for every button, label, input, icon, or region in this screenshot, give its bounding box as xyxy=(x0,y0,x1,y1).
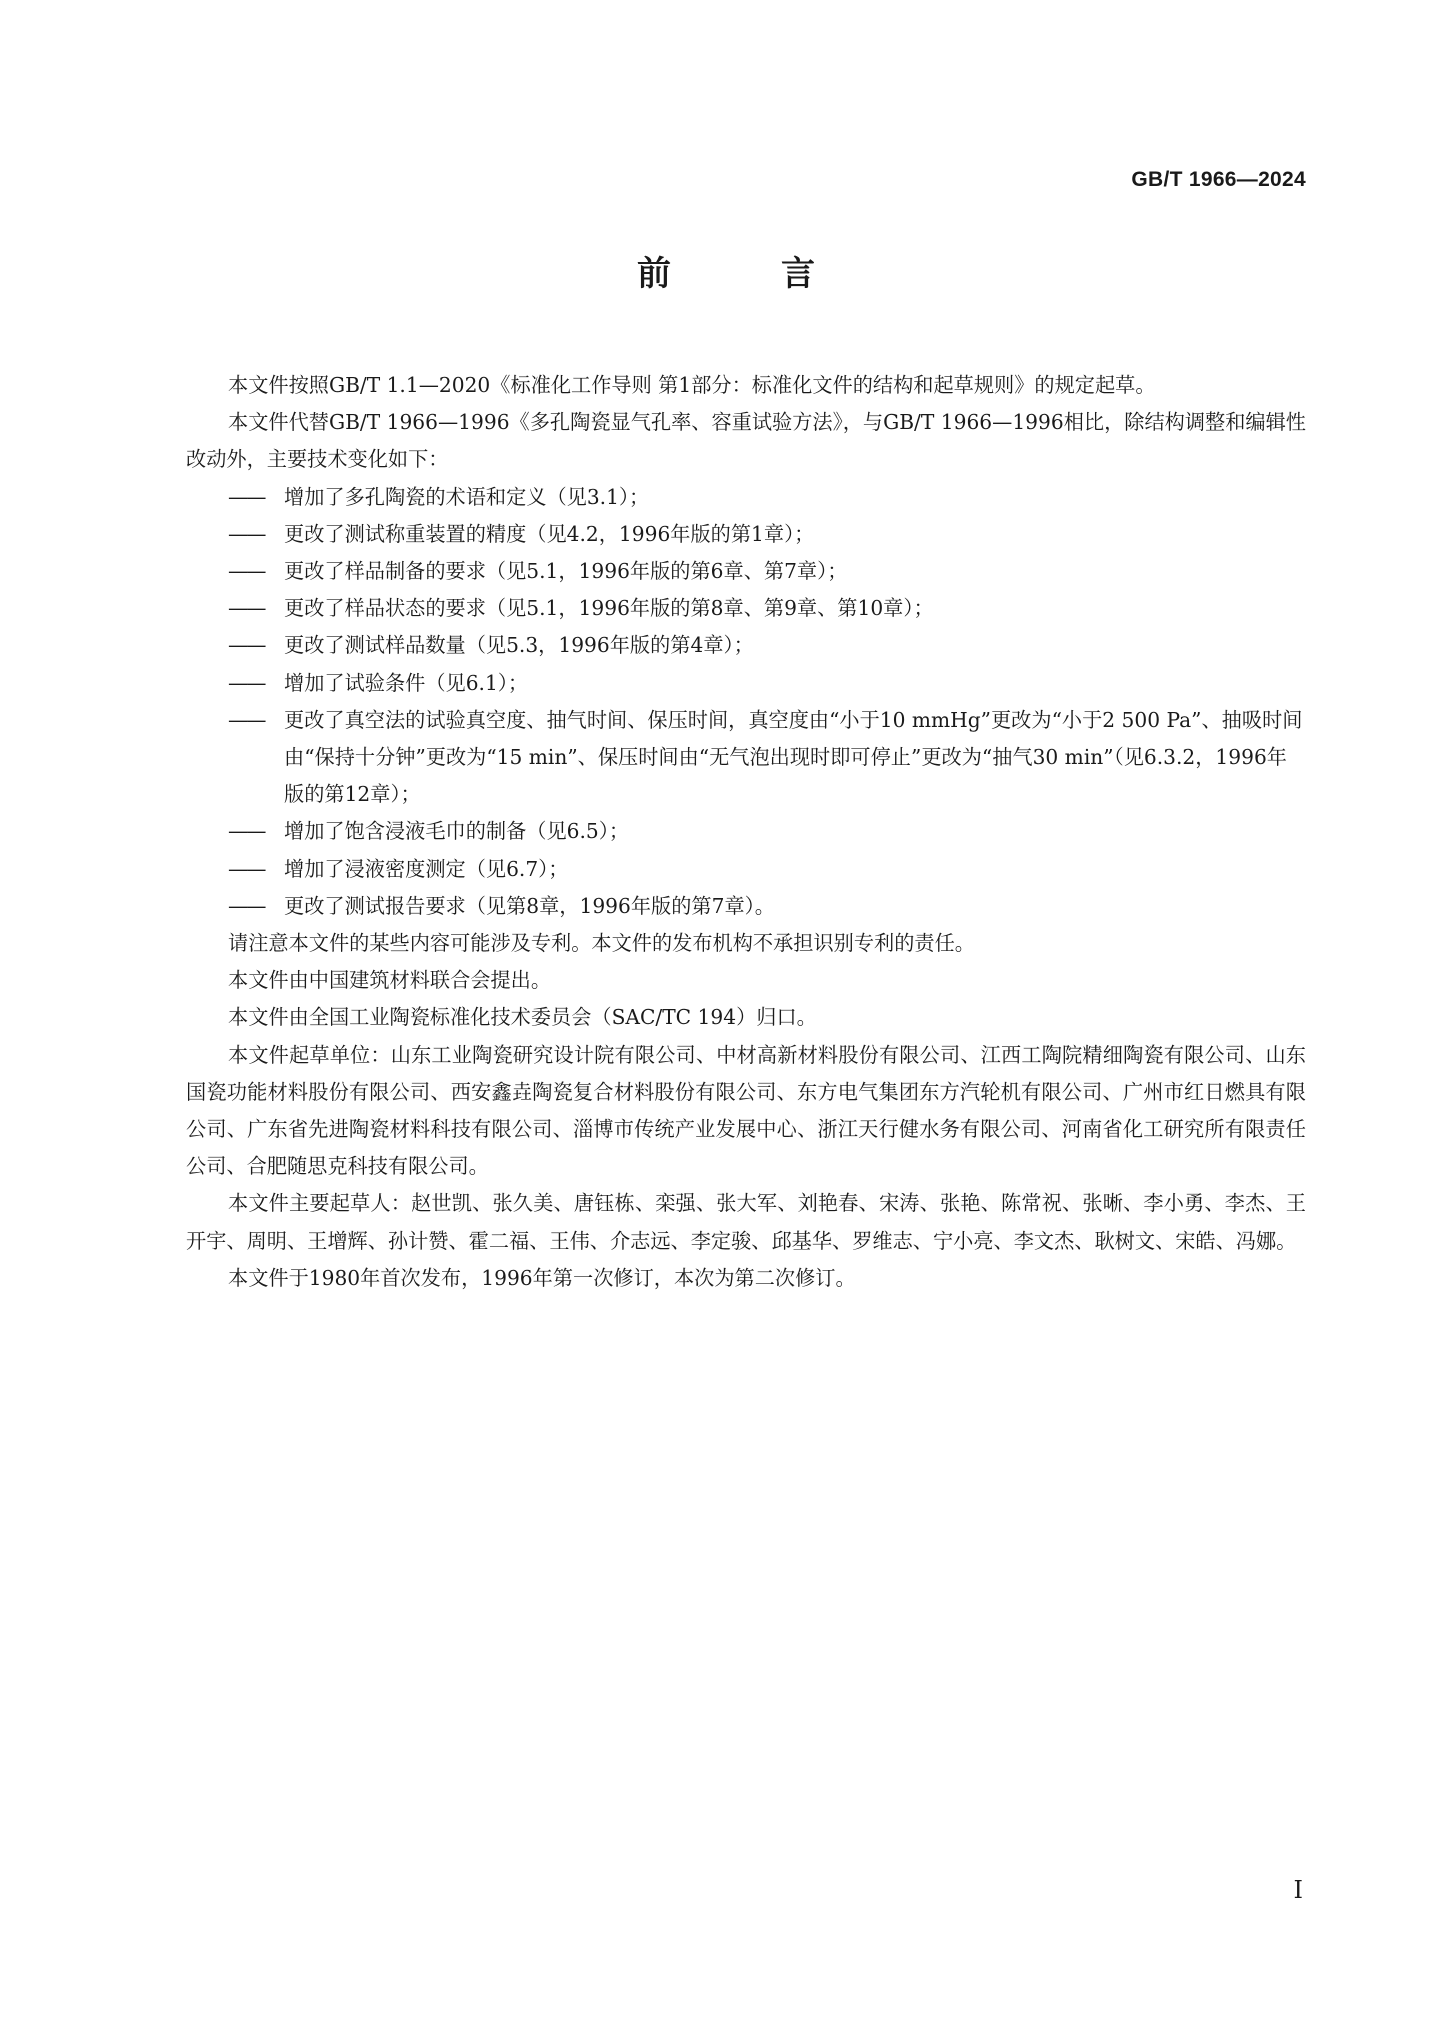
list-item xyxy=(228,479,1306,516)
list-item-text: 增加了试验条件（见6.1）； xyxy=(284,670,529,695)
paragraph-drafting-rules: 本文件按照GB/T 1.1—2020《标准化工作导则 第1部分：标准化文件的结构和起草规则》的规定起草。 xyxy=(228,373,1156,397)
page-number: I xyxy=(1293,1876,1303,1904)
paragraph-drafting-units: 本文件起草单位：山东工业陶瓷研究设计院有限公司、中材高新材料股份有限公司、江西工陶院精细陶瓷有限公司、山东国瓷功能材料股份有限公司、西安鑫垚陶瓷复合材料股份有限公司、东方电气集团东方汽轮机有限公司、广州市红日燃具有限公司、广东省先进陶瓷材料科技有限公司、淄博市传统产业发展中心、浙江天行健水务有限公司、河南省化工研究所有限责任公司、合肥随思克科技有限公司。 xyxy=(186,1042,1306,1179)
dash-marker: —— xyxy=(228,707,265,732)
paragraph-proposer: 本文件由中国建筑材料联合会提出。 xyxy=(228,968,552,993)
paragraph-replacement: 本文件代替GB/T 1966—1996《多孔陶瓷显气孔率、容重试验方法》，与GB/T 1966—1996相比，除结构调整和编辑性改动外，主要技术变化如下： xyxy=(186,410,1306,472)
dash-marker: —— xyxy=(228,856,265,881)
paragraph-patent-notice: 请注意本文件的某些内容可能涉及专利。本文件的发布机构不承担识别专利的责任。 xyxy=(228,931,975,956)
list-item xyxy=(228,702,1306,814)
list-item-text: 增加了浸液密度测定（见6.7）； xyxy=(284,856,569,881)
list-item-text: 更改了测试样品数量（见5.3，1996年版的第4章）； xyxy=(284,633,754,658)
list-item-text: 更改了测试报告要求（见第8章，1996年版的第7章）。 xyxy=(284,893,775,918)
dash-marker: —— xyxy=(228,521,265,546)
document-body xyxy=(186,367,1306,1297)
dash-marker: —— xyxy=(228,596,265,621)
list-item xyxy=(228,813,1306,850)
list-item-text: 更改了真空法的试验真空度、抽气时间、保压时间，真空度由“小于10 mmHg”更改为“小于2 500 Pa”、抽吸时间由“保持十分钟”更改为“15 min”、保压时间由“无气泡出现时即可停止”更改为“抽气30 min”（见6.3.2，1996年版的第12章）； xyxy=(284,707,1303,807)
list-item xyxy=(228,627,1306,664)
list-item xyxy=(228,590,1306,627)
list-item xyxy=(228,553,1306,590)
dash-marker: —— xyxy=(228,633,265,658)
dash-marker: —— xyxy=(228,559,265,584)
list-item-text: 更改了样品状态的要求（见5.1，1996年版的第8章、第9章、第10章）； xyxy=(284,596,934,621)
standard-number: GB/T 1966—2024 xyxy=(1131,168,1306,191)
list-item-text: 更改了测试称重装置的精度（见4.2，1996年版的第1章）； xyxy=(284,521,815,546)
list-item-text: 增加了饱含浸液毛巾的制备（见6.5）； xyxy=(284,819,630,844)
list-item xyxy=(228,516,1306,553)
list-item xyxy=(228,665,1306,702)
dash-marker: —— xyxy=(228,484,265,509)
list-item xyxy=(228,851,1306,888)
list-item-text: 增加了多孔陶瓷的术语和定义（见3.1）； xyxy=(284,484,650,509)
list-item xyxy=(228,888,1306,925)
dash-marker: —— xyxy=(228,893,265,918)
dash-marker: —— xyxy=(228,670,265,695)
paragraph-history: 本文件于1980年首次发布，1996年第一次修订，本次为第二次修订。 xyxy=(228,1265,856,1290)
dash-marker: —— xyxy=(228,819,265,844)
page-title: 前 言 xyxy=(637,254,853,294)
paragraph-committee: 本文件由全国工业陶瓷标准化技术委员会（SAC/TC 194）归口。 xyxy=(228,1005,817,1030)
paragraph-drafters: 本文件主要起草人：赵世凯、张久美、唐钰栋、栾强、张大军、刘艳春、宋涛、张艳、陈常祝、张晰、李小勇、李杰、王开宇、周明、王增辉、孙计赞、霍二福、王伟、介志远、李定骏、邱基华、罗维志、宁小亮、李文杰、耿树文、宋皓、冯娜。 xyxy=(186,1191,1306,1253)
list-item-text: 更改了样品制备的要求（见5.1，1996年版的第6章、第7章）； xyxy=(284,559,848,584)
